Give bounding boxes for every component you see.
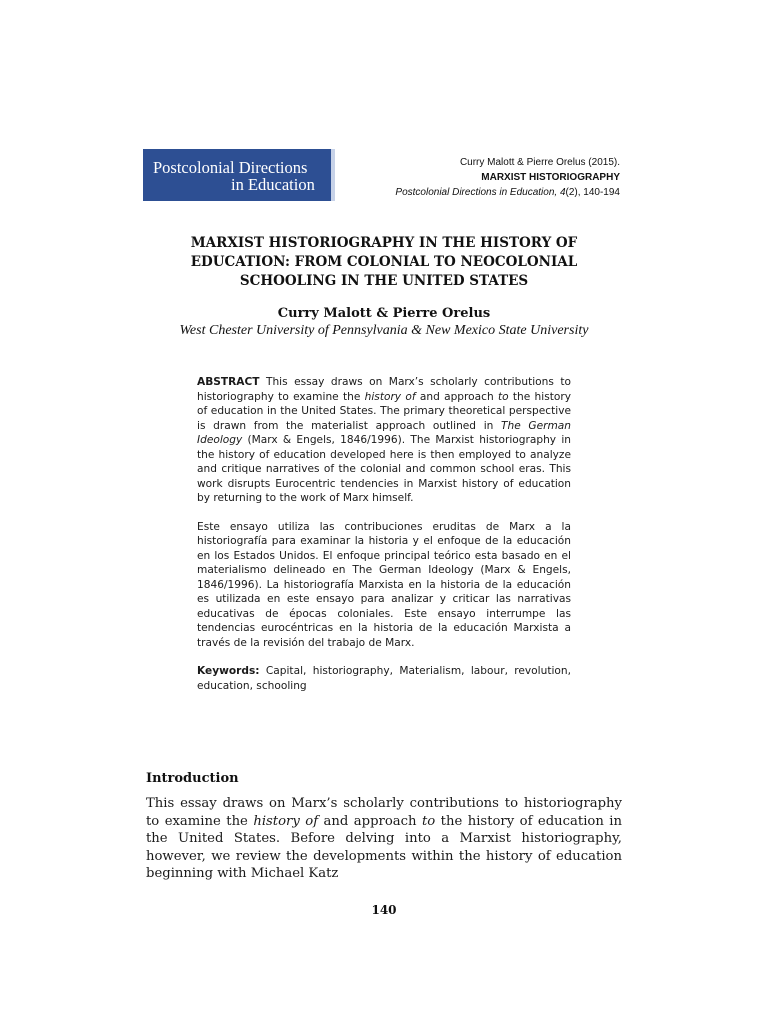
abstract-text: This essay draws on Marx’s scholarly contributions to historiography to examine the: [197, 376, 571, 403]
abstract-emphasis: to: [497, 390, 509, 403]
introduction-heading: Introduction: [146, 771, 239, 786]
introduction-paragraph: [146, 795, 622, 883]
logo-line-2: in Education: [231, 175, 315, 194]
authors: Curry Malott & Pierre Orelus: [277, 306, 491, 321]
intro-text: and approach: [318, 813, 422, 829]
title-line-1: MARXIST HISTORIOGRAPHY IN THE HISTORY OF: [190, 235, 578, 251]
intro-text: This essay draws on Marx’s scholarly contributions to historiography to examine the: [146, 796, 622, 829]
intro-emphasis: history of: [253, 813, 319, 829]
article-title: [140, 234, 628, 291]
abstract-text: the history of education in the United States. The primary theoretical perspective is drawn from the materialist approach outlined in: [197, 390, 571, 432]
intro-text: the history of education in the United States. Before delving into a Marxist historiography, however, we review the developments within the history of education beginning with Michael Katz: [146, 813, 623, 881]
abstract-emphasis: history of: [364, 390, 416, 403]
citation-block: [395, 155, 620, 200]
keywords-list: Capital, historiography, Materialism, labour, revolution, education, schooling: [197, 665, 571, 692]
title-line-2: EDUCATION: FROM COLONIAL TO NEOCOLONIAL: [190, 254, 578, 270]
citation-volume: 4: [559, 187, 566, 198]
intro-emphasis: to: [421, 813, 436, 829]
citation-authors: Curry Malott & Pierre Orelus (2015).: [459, 157, 620, 168]
title-line-3: SCHOOLING IN THE UNITED STATES: [239, 273, 529, 289]
page-number: 140: [371, 903, 397, 917]
abstract-spanish: Este ensayo utiliza las contribuciones eruditas de Marx a la historiografía para examinar la historia y el enfoque de la educación en los Estados Unidos. El enfoque principal teórico esta basado en el materialismo delineado en The German Ideology (Marx & Engels, 1846/1996). La historiografía Marxista en la historia de la educación es utilizada en este ensayo para analizar y criticar las narrativas educativas de épocas coloniales. Este ensayo interrumpe las tendencias eurocéntricas en la historia de la educación Marxista a través de la revisión del trabajo de Marx.: [197, 520, 571, 649]
keywords-label: Keywords:: [197, 665, 260, 677]
citation-running-title: MARXIST HISTORIOGRAPHY: [481, 172, 620, 183]
citation-journal-line: [395, 185, 620, 200]
abstract-emphasis: The German Ideology: [197, 419, 571, 446]
logo-line-1: Postcolonial Directions: [153, 158, 308, 177]
abstract-english: [197, 375, 571, 506]
keywords: [197, 664, 571, 693]
abstract: [197, 375, 571, 707]
abstract-label: ABSTRACT: [197, 376, 260, 388]
journal-logo: [143, 149, 335, 201]
abstract-text: and approach: [415, 390, 498, 403]
citation-issue-pages: (2), 140-194: [565, 187, 620, 198]
abstract-text: (Marx & Engels, 1846/1996). The Marxist historiography in the history of education developed here is then employed to analyze and critique narratives of the colonial and common school eras. This work disrupts Eurocentric tendencies in Marxist history of education by returning to the work of Marx himself.: [197, 434, 571, 504]
citation-journal: Postcolonial Directions in Education,: [395, 187, 558, 198]
logo-edge: [331, 149, 335, 201]
affiliation: West Chester University of Pennsylvania & New Mexico State University: [179, 323, 589, 338]
